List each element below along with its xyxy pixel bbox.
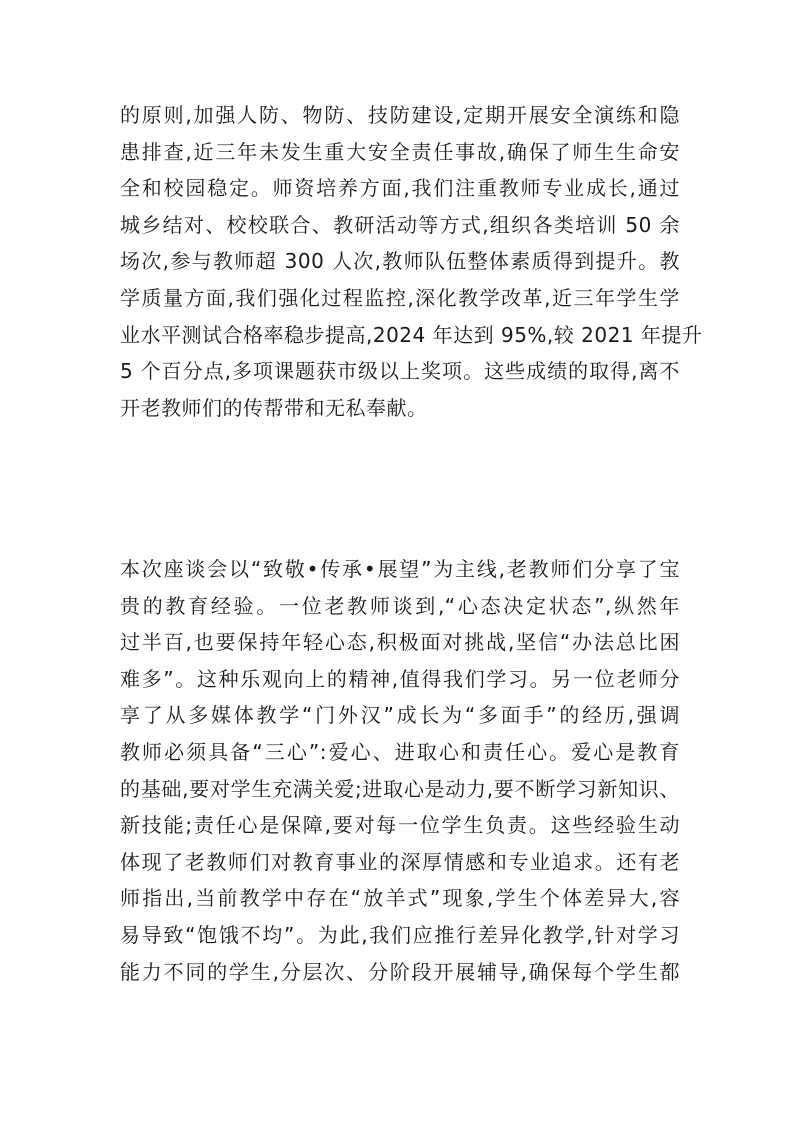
text-line: 易导致“饱饿不均”。为此,我们应推行差异化教学,针对学习: [120, 922, 680, 947]
text-line: 难多”。这种乐观向上的精神,值得我们学习。另一位老师分: [120, 666, 680, 691]
paragraph-achievements: [120, 97, 703, 426]
text-line: 城乡结对、校校联合、教研活动等方式,组织各类培训 50 余: [120, 212, 680, 237]
text-line: 新技能;责任心是保障,要对每一位学生负责。这些经验生动: [120, 813, 680, 838]
text-line: 场次,参与教师超 300 人次,教师队伍整体素质得到提升。教: [120, 249, 680, 274]
text-line: 体现了老教师们对教育事业的深厚情感和专业追求。还有老: [120, 849, 680, 874]
text-line: 开老教师们的传帮带和无私奉献。: [120, 395, 428, 420]
text-line: 业水平测试合格率稳步提高,2024 年达到 95%,较 2021 年提升: [120, 322, 703, 347]
text-line: 本次座谈会以“致敬•传承•展望”为主线,老教师们分享了宝: [120, 557, 680, 581]
text-line: 学质量方面,我们强化过程监控,深化教学改革,近三年学生学: [120, 285, 680, 310]
text-line: 的原则,加强人防、物防、技防建设,定期开展安全演练和隐: [120, 103, 680, 127]
text-line: 的基础,要对学生充满关爱;进取心是动力,要不断学习新知识、: [120, 776, 680, 801]
text-line: 过半百,也要保持年轻心态,积极面对挑战,坚信“办法总比困: [120, 630, 680, 655]
text-line: 教师必须具备“三心”:爱心、进取心和责任心。爱心是教育: [120, 739, 680, 764]
text-line: 师指出,当前教学中存在“放羊式”现象,学生个体差异大,容: [120, 886, 680, 911]
text-line: 5 个百分点,多项课题获市级以上奖项。这些成绩的取得,离不: [120, 359, 680, 384]
text-line: 能力不同的学生,分层次、分阶段开展辅导,确保每个学生都: [120, 959, 680, 984]
text-line: 患排查,近三年未发生重大安全责任事故,确保了师生生命安: [120, 139, 680, 164]
text-line: 全和校园稳定。师资培养方面,我们注重教师专业成长,通过: [120, 176, 680, 201]
text-line: 贵的教育经验。一位老教师谈到,“心态决定状态”,纵然年: [120, 593, 680, 618]
text-line: 享了从多媒体教学“门外汉”成长为“多面手”的经历,强调: [120, 703, 680, 728]
paragraph-symposium: [120, 551, 680, 990]
